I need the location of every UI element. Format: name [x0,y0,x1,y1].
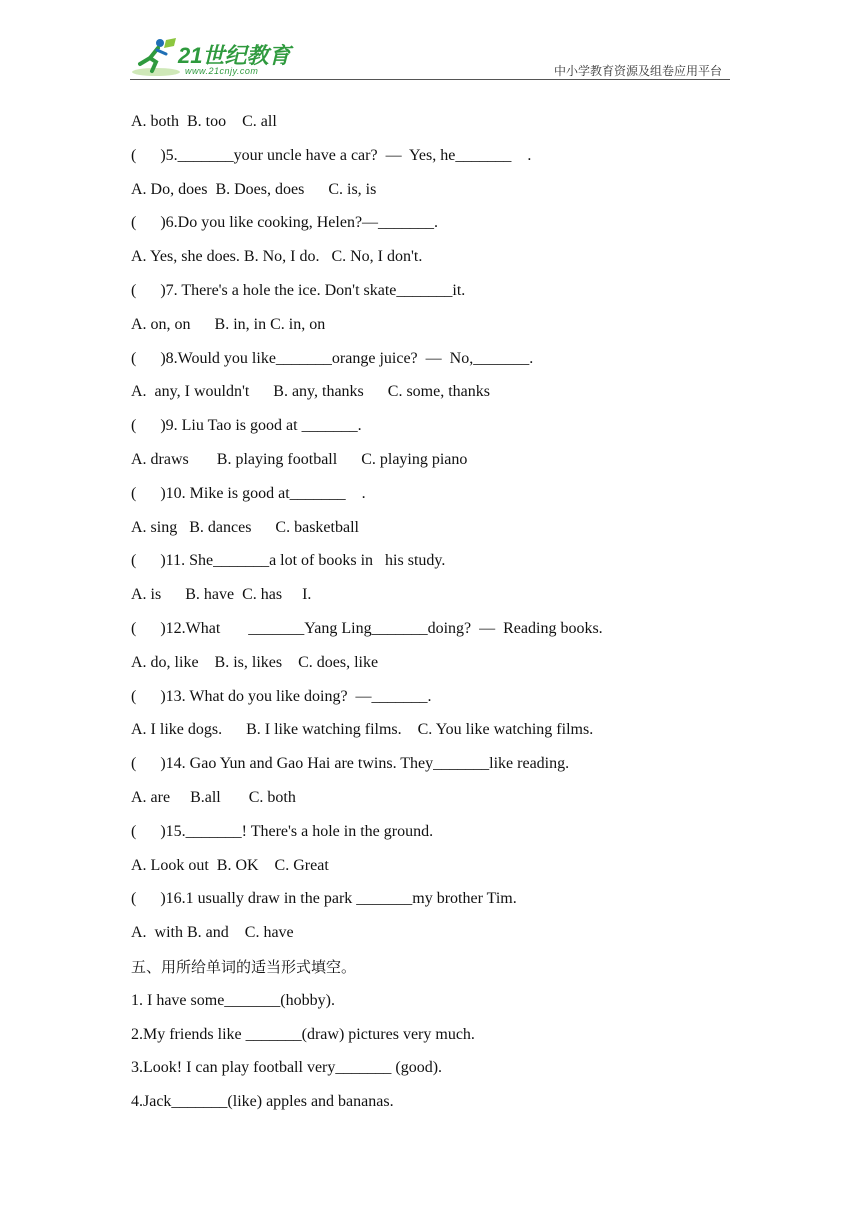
logo [130,34,310,80]
question-10: ( )10. Mike is good at_______ . [131,484,366,502]
question-8: ( )8.Would you like_______orange juice? — No,_______. [131,349,534,367]
options-line: A. draws B. playing football C. playing piano [131,450,468,468]
options-line: A. with B. and C. have [131,924,294,942]
options-line: A. sing B. dances C. basketball [131,518,359,536]
options-line: A. is B. have C. has I. [131,586,312,604]
runner-logo-icon [130,36,180,80]
options-line: A. are B.all C. both [131,788,296,806]
options-line: A. Do, does B. Does, does C. is, is [131,180,377,198]
question-5: ( )5._______your uncle have a car? — Yes, he_______ . [131,146,532,164]
question-16: ( )16.1 usually draw in the park _______my brother Tim. [131,890,517,908]
worksheet-body [131,112,731,1126]
options-line: A. Look out B. OK C. Great [131,856,329,874]
fill-in-item-2: 2.My friends like _______(draw) pictures very much. [131,1025,475,1043]
question-12: ( )12.What _______Yang Ling_______doing? — Reading books. [131,619,603,637]
question-14: ( )14. Gao Yun and Gao Hai are twins. They_______like reading. [131,755,570,773]
options-line: A. on, on B. in, in C. in, on [131,315,326,333]
question-15: ( )15._______! There's a hole in the ground. [131,822,434,840]
section-heading: 五、用所给单词的适当形式填空。 [131,957,357,976]
question-13: ( )13. What do you like doing? —_______. [131,687,432,705]
site-name: 中小学教育资源及组卷应用平台 [553,64,722,78]
options-line: A. do, like B. is, likes C. does, like [131,653,379,671]
logo-url: www.21cnjy.com [185,66,259,76]
options-line: A. I like dogs. B. I like watching films. C. You like watching films. [131,721,594,739]
logo-text: 21世纪教育 [178,43,291,68]
page-header [130,34,730,82]
question-11: ( )11. She_______a lot of books in his study. [131,552,446,570]
question-7: ( )7. There's a hole the ice. Don't skate_______it. [131,281,466,299]
question-6: ( )6.Do you like cooking, Helen?—_______. [131,214,439,232]
header-divider [130,79,730,80]
options-line: A. any, I wouldn't B. any, thanks C. some, thanks [131,383,490,401]
fill-in-item-3: 3.Look! I can play football very_______ (good). [131,1059,443,1077]
fill-in-item-4: 4.Jack_______(like) apples and bananas. [131,1093,394,1111]
fill-in-item-1: 1. I have some_______(hobby). [131,991,335,1009]
options-line: A. Yes, she does. B. No, I do. C. No, I don't. [131,248,423,266]
options-line: A. both B. too C. all [131,113,277,130]
question-9: ( )9. Liu Tao is good at _______. [131,417,362,435]
